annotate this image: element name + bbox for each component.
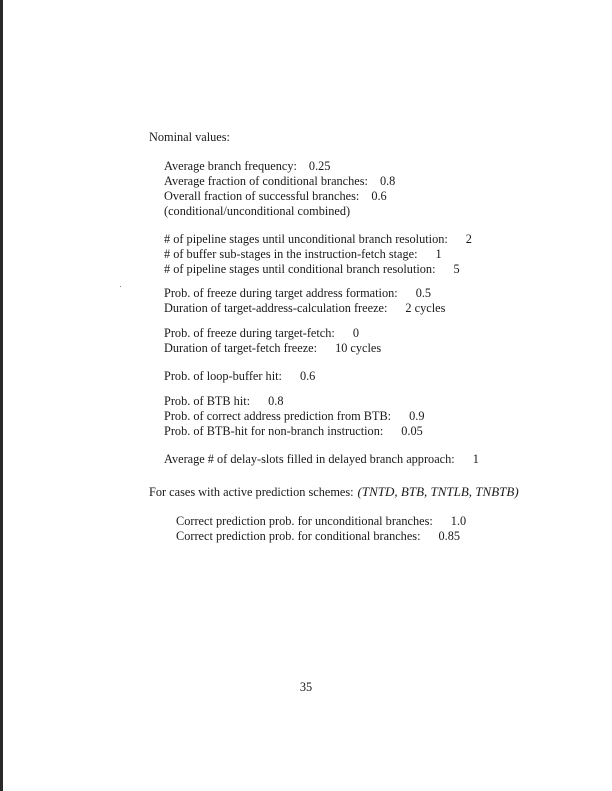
- param-value: 0: [352, 326, 359, 340]
- param-label: # of pipeline stages until conditional branch resolution:: [164, 262, 436, 276]
- param-label: Prob. of BTB hit:: [164, 394, 251, 408]
- branch-stats-block: [164, 159, 395, 219]
- param-value: 0.8: [268, 394, 284, 408]
- param-label: Prob. of loop-buffer hit:: [164, 369, 282, 383]
- param-label: # of buffer sub-stages in the instruction-fetch stage:: [164, 247, 418, 261]
- param-label: Prob. of BTB-hit for non-branch instruction:: [164, 424, 384, 438]
- buffer-substages-line: [164, 247, 472, 262]
- param-label: Overall fraction of successful branches:: [164, 189, 360, 203]
- param-label: Average branch frequency:: [164, 159, 297, 173]
- prediction-schemes-heading: [149, 484, 519, 500]
- param-value: 2: [465, 232, 472, 246]
- target-fetch-block: [164, 326, 381, 356]
- loop-buffer-block: [164, 369, 315, 384]
- param-value: 0.05: [401, 424, 423, 438]
- successful-branch-fraction-line: [164, 189, 395, 204]
- param-label: Prob. of freeze during target address formation:: [164, 286, 398, 300]
- param-label: Prob. of correct address prediction from BTB:: [164, 409, 392, 423]
- param-value: 5: [453, 262, 460, 276]
- avg-branch-frequency-line: [164, 159, 395, 174]
- param-label: Average fraction of conditional branches:: [164, 174, 368, 188]
- param-label: # of pipeline stages until unconditional branch resolution:: [164, 232, 448, 246]
- param-label: Average # of delay-slots filled in delayed branch approach:: [164, 452, 455, 466]
- prediction-probs-block: [176, 514, 466, 544]
- uncond-resolution-line: [164, 232, 472, 247]
- param-value: 0.9: [409, 409, 425, 423]
- param-value: 0.6: [299, 369, 316, 383]
- fetch-freeze-prob-line: [164, 326, 381, 341]
- combined-note-line: [164, 204, 395, 219]
- param-value: 0.5: [415, 286, 432, 300]
- scan-speck: [120, 286, 121, 287]
- btb-correct-prediction-line: [164, 409, 424, 424]
- loop-buffer-hit-line: [164, 369, 315, 384]
- uncond-prediction-line: [176, 514, 466, 529]
- fetch-freeze-duration-line: [164, 341, 381, 356]
- param-value: 1: [472, 452, 479, 466]
- param-value: 1.0: [450, 514, 467, 528]
- target-formation-block: [164, 286, 445, 316]
- pipeline-stages-block: [164, 232, 472, 277]
- param-value: 0.8: [379, 174, 396, 188]
- param-label: Duration of target-address-calculation freeze:: [164, 301, 388, 315]
- formation-freeze-duration-line: [164, 301, 445, 316]
- param-value: 1: [435, 247, 442, 261]
- btb-block: [164, 394, 424, 439]
- delay-slots-line: [164, 452, 479, 467]
- schemes-math-list: (TNTD, BTB, TNTLB, TNBTB): [357, 484, 519, 499]
- param-label: Correct prediction prob. for conditional branches:: [176, 529, 421, 543]
- cond-branch-fraction-line: [164, 174, 395, 189]
- btb-nonbranch-hit-line: [164, 424, 424, 439]
- formation-freeze-prob-line: [164, 286, 445, 301]
- cond-prediction-line: [176, 529, 466, 544]
- delay-slots-block: [164, 452, 479, 467]
- page-number: 35: [299, 680, 313, 694]
- param-label: Prob. of freeze during target-fetch:: [164, 326, 335, 340]
- param-label: Duration of target-fetch freeze:: [164, 341, 318, 355]
- param-value: 0.6: [371, 189, 387, 203]
- param-value: 0.25: [308, 159, 331, 173]
- section-heading: Nominal values:: [149, 130, 230, 144]
- param-value: 0.85: [438, 529, 461, 543]
- schemes-intro: For cases with active prediction schemes:: [149, 485, 354, 499]
- param-note: (conditional/unconditional combined): [164, 204, 351, 218]
- btb-hit-line: [164, 394, 424, 409]
- param-value: 10 cycles: [335, 341, 382, 355]
- param-label: Correct prediction prob. for unconditional branches:: [176, 514, 433, 528]
- param-value: 2 cycles: [405, 301, 446, 315]
- scan-edge-shadow: [0, 0, 3, 791]
- cond-resolution-line: [164, 262, 472, 277]
